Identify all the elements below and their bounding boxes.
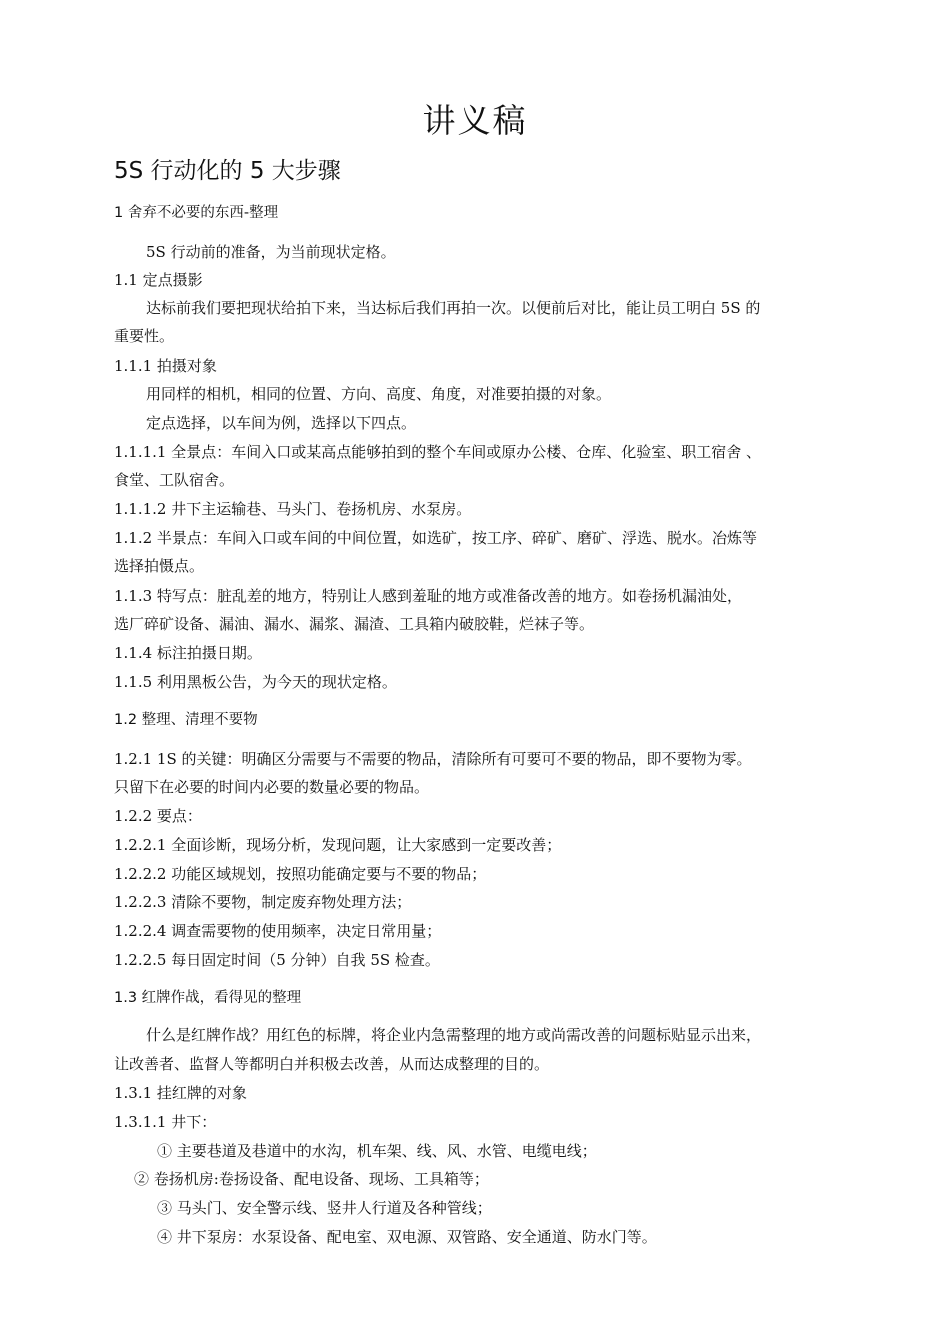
- item-heading: 1.1.1 拍摄对象: [114, 357, 217, 375]
- paragraph-line: 重要性。: [114, 327, 175, 345]
- paragraph-line: 只留下在必要的时间内必要的数量必要的物品。: [114, 778, 430, 796]
- paragraph-line: 食堂、工队宿舍。: [114, 471, 235, 489]
- list-item: 1.1.3 特写点：脏乱差的地方，特别让人感到羞耻的地方或准备改善的地方。如卷扬机漏油处，: [114, 587, 742, 605]
- subsection-heading: 1.3 红牌作战，看得见的整理: [114, 990, 302, 1006]
- paragraph-line: 5S 行动前的准备，为当前现状定格。: [146, 243, 396, 261]
- list-item: 1.2.1 1S 的关键：明确区分需要与不需要的物品，清除所有可要可不要的物品，即不要物为零。: [114, 750, 752, 768]
- item-heading: 1.3.1 挂红牌的对象: [114, 1084, 247, 1102]
- list-item: 1.1.4 标注拍摄日期。: [114, 644, 262, 662]
- list-item: 1.2.2 要点：: [114, 807, 202, 825]
- item-heading: 1.3.1.1 井下：: [114, 1113, 217, 1131]
- paragraph-line: 让改善者、监督人等都明白并积极去改善，从而达成整理的目的。: [114, 1055, 550, 1073]
- paragraph-line: 选择拍慑点。: [114, 557, 205, 575]
- paragraph-line: 用同样的相机，相同的位置、方向、高度、角度，对准要拍摄的对象。: [146, 385, 612, 403]
- item-heading: 1.1 定点摄影: [114, 271, 203, 289]
- subsection-heading: 1 舍弃不必要的东西-整理: [114, 205, 279, 221]
- list-item: 1.1.1.1 全景点：车间入口或某高点能够拍到的整个车间或原办公楼、仓库、化验室、职工宿舍 、: [114, 443, 762, 461]
- paragraph-line: 达标前我们要把现状给拍下来，当达标后我们再拍一次。以便前后对比，能让员工明白 5S 的: [146, 299, 761, 317]
- paragraph-line: 什么是红牌作战？用红色的标牌，将企业内急需整理的地方或尚需改善的问题标贴显示出来，: [146, 1026, 762, 1044]
- list-item: 1.2.2.2 功能区域规划，按照功能确定要与不要的物品；: [114, 865, 487, 883]
- list-item: 1.2.2.3 清除不要物，制定废弃物处理方法；: [114, 893, 412, 911]
- paragraph-line: 定点选择，以车间为例，选择以下四点。: [146, 414, 417, 432]
- list-item: ① 主要巷道及巷道中的水沟，机车架、线、风、水管、电缆电线；: [157, 1142, 597, 1160]
- subsection-heading: 1.2 整理、清理不要物: [114, 712, 258, 728]
- list-item: ② 卷扬机房:卷扬设备、配电设备、现场、工具箱等；: [134, 1170, 489, 1188]
- section-heading: 5S 行动化的 5 大步骤: [114, 158, 341, 184]
- list-item: 1.1.5 利用黑板公告，为今天的现状定格。: [114, 673, 397, 691]
- list-item: 1.1.1.2 井下主运输巷、马头门、卷扬机房、水泵房。: [114, 500, 472, 518]
- document-title: 讲义稿: [422, 101, 528, 140]
- list-item: ④ 井下泵房：水泵设备、配电室、双电源、双管路、安全通道、防水门等。: [157, 1228, 657, 1246]
- list-item: 1.2.2.1 全面诊断，现场分析，发现问题，让大家感到一定要改善；: [114, 836, 562, 854]
- list-item: 1.2.2.4 调查需要物的使用频率，决定日常用量；: [114, 922, 442, 940]
- list-item: ③ 马头门、安全警示线、竖井人行道及各种管线；: [157, 1199, 492, 1217]
- paragraph-line: 选厂碎矿设备、漏油、漏水、漏浆、漏渣、工具箱内破胶鞋，烂袜子等。: [114, 615, 595, 633]
- list-item: 1.2.2.5 每日固定时间（5 分钟）自我 5S 检查。: [114, 951, 440, 969]
- list-item: 1.1.2 半景点：车间入口或车间的中间位置，如选矿，按工序、碎矿、磨矿、浮选、脱水。冶炼等: [114, 529, 757, 547]
